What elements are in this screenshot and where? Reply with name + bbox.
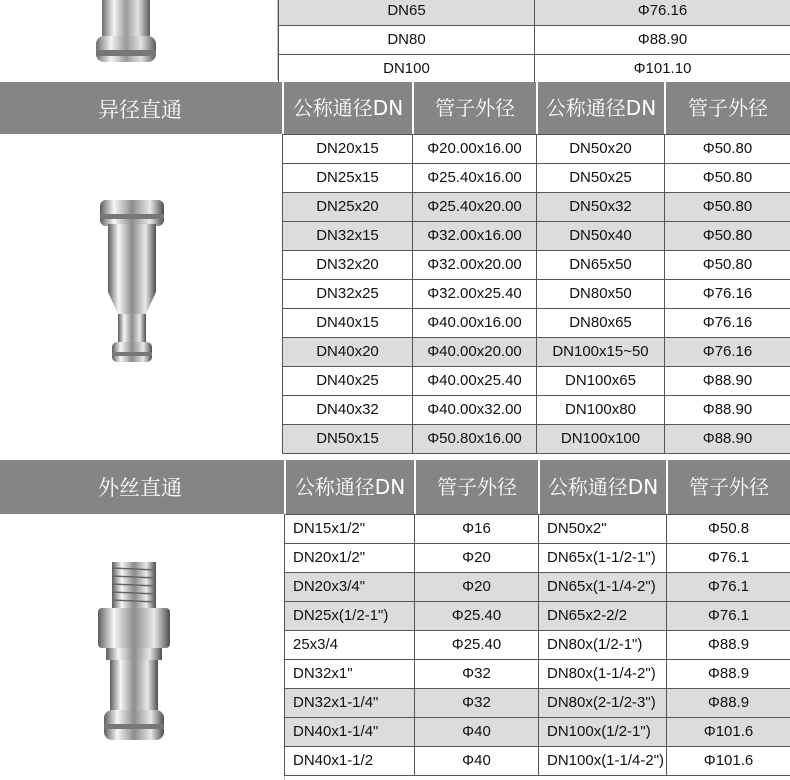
dn-cell: DN32x20 bbox=[283, 251, 413, 280]
column-header: 公称通径DN bbox=[282, 82, 412, 134]
od-cell: Φ40.00x16.00 bbox=[413, 309, 537, 338]
reducing-coupling-icon bbox=[0, 134, 282, 454]
od-cell: Φ101.10 bbox=[535, 55, 790, 84]
dn-cell: DN25x20 bbox=[283, 193, 413, 222]
dn-cell: DN65x(1-1/2-1") bbox=[539, 544, 667, 573]
dn-cell: DN50x25 bbox=[537, 164, 665, 193]
dn-cell: DN50x20 bbox=[537, 135, 665, 164]
od-cell: Φ76.1 bbox=[667, 544, 790, 573]
dn-cell: DN100x80 bbox=[537, 396, 665, 425]
column-header: 管子外径 bbox=[664, 82, 790, 134]
table-row bbox=[285, 602, 790, 631]
table-row bbox=[279, 55, 790, 84]
table-row bbox=[283, 309, 790, 338]
od-cell: Φ16 bbox=[415, 515, 539, 544]
od-cell: Φ20 bbox=[415, 573, 539, 602]
dn-cell: DN20x15 bbox=[283, 135, 413, 164]
pipe-coupling-icon bbox=[0, 0, 277, 80]
od-cell: Φ88.90 bbox=[665, 367, 790, 396]
table-row bbox=[283, 396, 790, 425]
od-cell: Φ76.16 bbox=[665, 280, 790, 309]
od-cell: Φ40 bbox=[415, 747, 539, 776]
table-row bbox=[279, 26, 790, 55]
table-row bbox=[279, 0, 790, 26]
od-cell: Φ76.16 bbox=[665, 338, 790, 367]
column-header: 管子外径 bbox=[412, 82, 536, 134]
od-cell: Φ25.40 bbox=[415, 602, 539, 631]
od-cell: Φ88.9 bbox=[667, 660, 790, 689]
od-cell: Φ88.90 bbox=[665, 396, 790, 425]
dn-cell: DN65 bbox=[279, 0, 535, 26]
column-header: 公称通径DN bbox=[284, 460, 414, 514]
dn-cell: DN100x(1/2-1") bbox=[539, 718, 667, 747]
od-cell: Φ50.80 bbox=[665, 135, 790, 164]
od-cell: Φ25.40x16.00 bbox=[413, 164, 537, 193]
column-header: 公称通径DN bbox=[536, 82, 664, 134]
od-cell: Φ32.00x20.00 bbox=[413, 251, 537, 280]
dn-cell: DN80x(2-1/2-3") bbox=[539, 689, 667, 718]
od-cell: Φ88.9 bbox=[667, 631, 790, 660]
table-row bbox=[283, 251, 790, 280]
table-row bbox=[285, 573, 790, 602]
od-cell: Φ32.00x16.00 bbox=[413, 222, 537, 251]
dn-cell: DN65x50 bbox=[537, 251, 665, 280]
od-cell: Φ76.1 bbox=[667, 573, 790, 602]
dn-cell: DN20x1/2" bbox=[285, 544, 415, 573]
male-thread-adapter-icon bbox=[0, 514, 284, 780]
column-header: 公称通径DN bbox=[538, 460, 666, 514]
section-title: 外丝直通 bbox=[98, 476, 182, 500]
dn-cell: DN80x(1-1/4-2") bbox=[539, 660, 667, 689]
dn-cell: DN65x(1-1/4-2") bbox=[539, 573, 667, 602]
dn-cell: DN80x(1/2-1") bbox=[539, 631, 667, 660]
dn-cell: DN40x1-1/4" bbox=[285, 718, 415, 747]
od-cell: Φ76.1 bbox=[667, 602, 790, 631]
dn-cell: DN100x(1-1/4-2") bbox=[539, 747, 667, 776]
table-row bbox=[283, 164, 790, 193]
dn-cell: DN65x2-2/2 bbox=[539, 602, 667, 631]
od-cell: Φ88.90 bbox=[665, 425, 790, 454]
reducer-size-table bbox=[282, 134, 790, 454]
column-header: 管子外径 bbox=[414, 460, 538, 514]
table-row bbox=[285, 718, 790, 747]
od-cell: Φ50.80 bbox=[665, 222, 790, 251]
dn-cell: DN50x40 bbox=[537, 222, 665, 251]
od-cell: Φ32.00x25.40 bbox=[413, 280, 537, 309]
dn-cell: DN50x32 bbox=[537, 193, 665, 222]
table-row bbox=[283, 222, 790, 251]
dn-cell: DN32x1-1/4" bbox=[285, 689, 415, 718]
dn-cell: DN80x50 bbox=[537, 280, 665, 309]
dn-cell: DN50x15 bbox=[283, 425, 413, 454]
table-row bbox=[283, 367, 790, 396]
od-cell: Φ50.80 bbox=[665, 251, 790, 280]
table-row bbox=[283, 280, 790, 309]
dn-cell: DN40x15 bbox=[283, 309, 413, 338]
dn-cell: DN50x2" bbox=[539, 515, 667, 544]
od-cell: Φ101.6 bbox=[667, 718, 790, 747]
dn-cell: DN100 bbox=[279, 55, 535, 84]
column-header: 管子外径 bbox=[666, 460, 790, 514]
male-header bbox=[0, 460, 790, 514]
od-cell: Φ50.80x16.00 bbox=[413, 425, 537, 454]
dn-cell: DN32x25 bbox=[283, 280, 413, 309]
dn-cell: 25x3/4 bbox=[285, 631, 415, 660]
od-cell: Φ40 bbox=[415, 718, 539, 747]
top-photo-cell bbox=[0, 0, 278, 80]
table-row bbox=[283, 193, 790, 222]
od-cell: Φ76.16 bbox=[665, 309, 790, 338]
od-cell: Φ40.00x25.40 bbox=[413, 367, 537, 396]
od-cell: Φ25.40x20.00 bbox=[413, 193, 537, 222]
dn-cell: DN100x65 bbox=[537, 367, 665, 396]
male-size-table bbox=[284, 514, 790, 776]
reducer-header bbox=[0, 82, 790, 134]
table-row bbox=[285, 515, 790, 544]
od-cell: Φ40.00x32.00 bbox=[413, 396, 537, 425]
dn-cell: DN15x1/2" bbox=[285, 515, 415, 544]
table-row bbox=[285, 747, 790, 776]
table-row bbox=[285, 544, 790, 573]
od-cell: Φ88.90 bbox=[535, 26, 790, 55]
od-cell: Φ25.40 bbox=[415, 631, 539, 660]
dn-cell: DN20x3/4" bbox=[285, 573, 415, 602]
table-row bbox=[283, 338, 790, 367]
od-cell: Φ76.16 bbox=[535, 0, 790, 26]
od-cell: Φ32 bbox=[415, 689, 539, 718]
od-cell: Φ101.6 bbox=[667, 747, 790, 776]
od-cell: Φ50.80 bbox=[665, 164, 790, 193]
table-row bbox=[285, 660, 790, 689]
dn-cell: DN80 bbox=[279, 26, 535, 55]
dn-cell: DN32x1" bbox=[285, 660, 415, 689]
od-cell: Φ32 bbox=[415, 660, 539, 689]
male-photo-cell bbox=[0, 514, 285, 780]
od-cell: Φ88.9 bbox=[667, 689, 790, 718]
section-title: 异径直通 bbox=[98, 98, 182, 122]
dn-cell: DN100x15~50 bbox=[537, 338, 665, 367]
table-row bbox=[283, 135, 790, 164]
od-cell: Φ20 bbox=[415, 544, 539, 573]
dn-cell: DN25x15 bbox=[283, 164, 413, 193]
dn-cell: DN40x32 bbox=[283, 396, 413, 425]
od-cell: Φ20.00x16.00 bbox=[413, 135, 537, 164]
table-row bbox=[285, 631, 790, 660]
dn-cell: DN80x65 bbox=[537, 309, 665, 338]
table-row bbox=[285, 689, 790, 718]
dn-cell: DN32x15 bbox=[283, 222, 413, 251]
dn-cell: DN25x(1/2-1") bbox=[285, 602, 415, 631]
od-cell: Φ50.80 bbox=[665, 193, 790, 222]
dn-cell: DN100x100 bbox=[537, 425, 665, 454]
dn-cell: DN40x1-1/2 bbox=[285, 747, 415, 776]
dn-cell: DN40x20 bbox=[283, 338, 413, 367]
top-size-table bbox=[278, 0, 790, 84]
od-cell: Φ50.8 bbox=[667, 515, 790, 544]
table-row bbox=[283, 425, 790, 454]
od-cell: Φ40.00x20.00 bbox=[413, 338, 537, 367]
dn-cell: DN40x25 bbox=[283, 367, 413, 396]
reducer-photo-cell bbox=[0, 134, 283, 454]
